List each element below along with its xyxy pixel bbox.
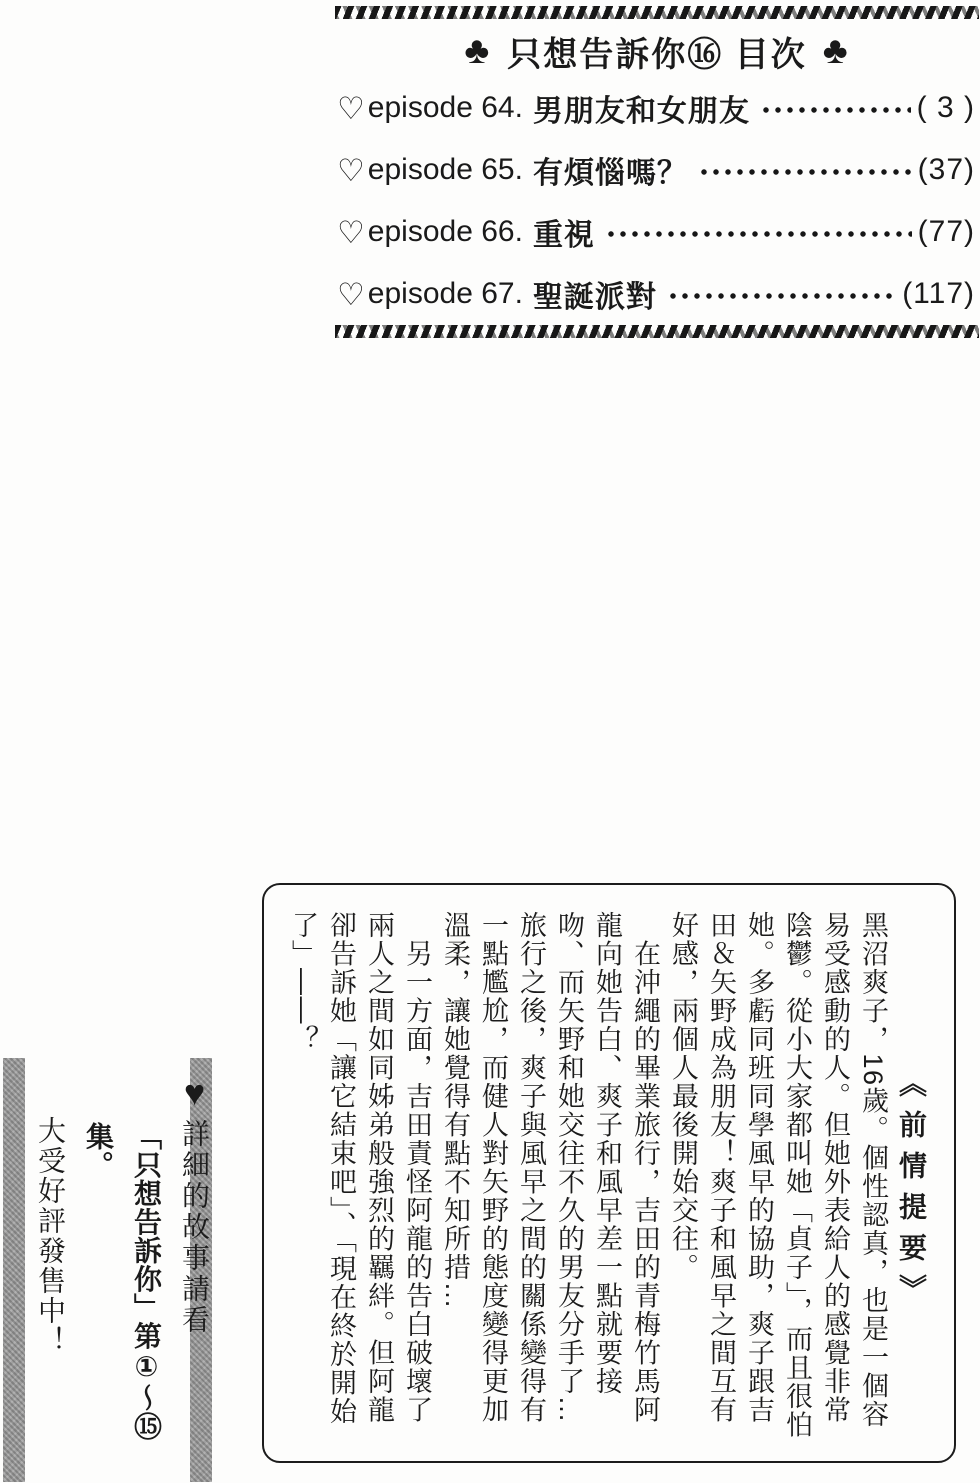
episode-page-number: (37) [917,153,975,186]
episode-title: 重視 [532,219,595,252]
toc-episode-row [335,201,979,263]
zigzag-border-bottom [335,325,979,338]
toc-episode-row [335,263,979,325]
recap-paragraph: 在沖繩的畢業旅行，吉田的青梅竹馬阿龍向她告白、爽子和風早差一點就要接吻、而矢野和她交往不久的男友分手了…旅行之後，爽子與風早之間的關係變得有一點尷尬，而健人對矢野的態度變得更加溫柔，讓她覺得有點不知所措… [440,911,660,1424]
dot-leader [698,157,912,187]
episode-title: 有煩惱嗎？ [532,157,688,190]
story-recap-box [262,883,956,1463]
heart-outline-icon: ♡ [337,276,365,312]
toc-episode-row [335,77,979,139]
table-of-contents [335,6,979,338]
episode-label: episode 65. [367,153,523,186]
club-icon: ♣ [822,30,850,72]
promo-column-1 [170,1072,218,1476]
toc-episode-row [335,139,979,201]
heart-outline-icon: ♡ [337,214,365,250]
heart-outline-icon: ♡ [337,90,365,126]
screentone-bar-left [3,1058,25,1482]
dot-leader [667,281,896,311]
club-icon: ♣ [464,30,492,72]
recap-heading: 《前情提要》 [896,1069,927,1315]
heart-outline-icon: ♡ [337,152,365,188]
toc-title [335,28,979,74]
toc-title-text: 只想告訴你⑯ 目次 [507,35,807,74]
episode-page-number: (117) [902,277,975,310]
heart-filled-icon: ♥ [174,1072,215,1113]
episode-label: episode 66. [367,215,523,248]
promo-line-1: 詳細的故事請看 [179,1119,210,1336]
episode-label: episode 64. [367,91,523,124]
episode-title: 男朋友和女朋友 [532,95,750,128]
promo-line-3: 大受好評發售中！ [35,1116,66,1356]
promo-note [26,1072,218,1476]
dot-leader [605,219,912,249]
promo-line-2: 「只想告訴你」第①～⑮集。 [83,1122,162,1441]
dot-leader [760,95,911,125]
episode-page-number: (77) [917,215,975,248]
zigzag-border-top [335,6,979,19]
recap-paragraph: 另一方面，吉田責怪阿龍的告白破壞了兩人之間如同姊弟般強烈的羈絆。但阿龍卻告訴她「讓它結束吧」、「現在終於開始了」——？ [288,911,432,1426]
episode-title: 聖誕派對 [532,281,657,314]
recap-paragraph: 黑沼爽子，16歲。個性認真，也是一個容易受感動的人。但她外表給人的感覺非常陰鬱。從小大家都叫她「貞子」，而且很怕她。多虧同班同學風早的協助，爽子跟吉田＆矢野成為朋友！爽子和風早之間互有好感，兩個人最後開始交往。 [668,911,888,1439]
episode-page-number: ( 3 ) [916,91,975,124]
episode-label: episode 67. [367,277,523,310]
